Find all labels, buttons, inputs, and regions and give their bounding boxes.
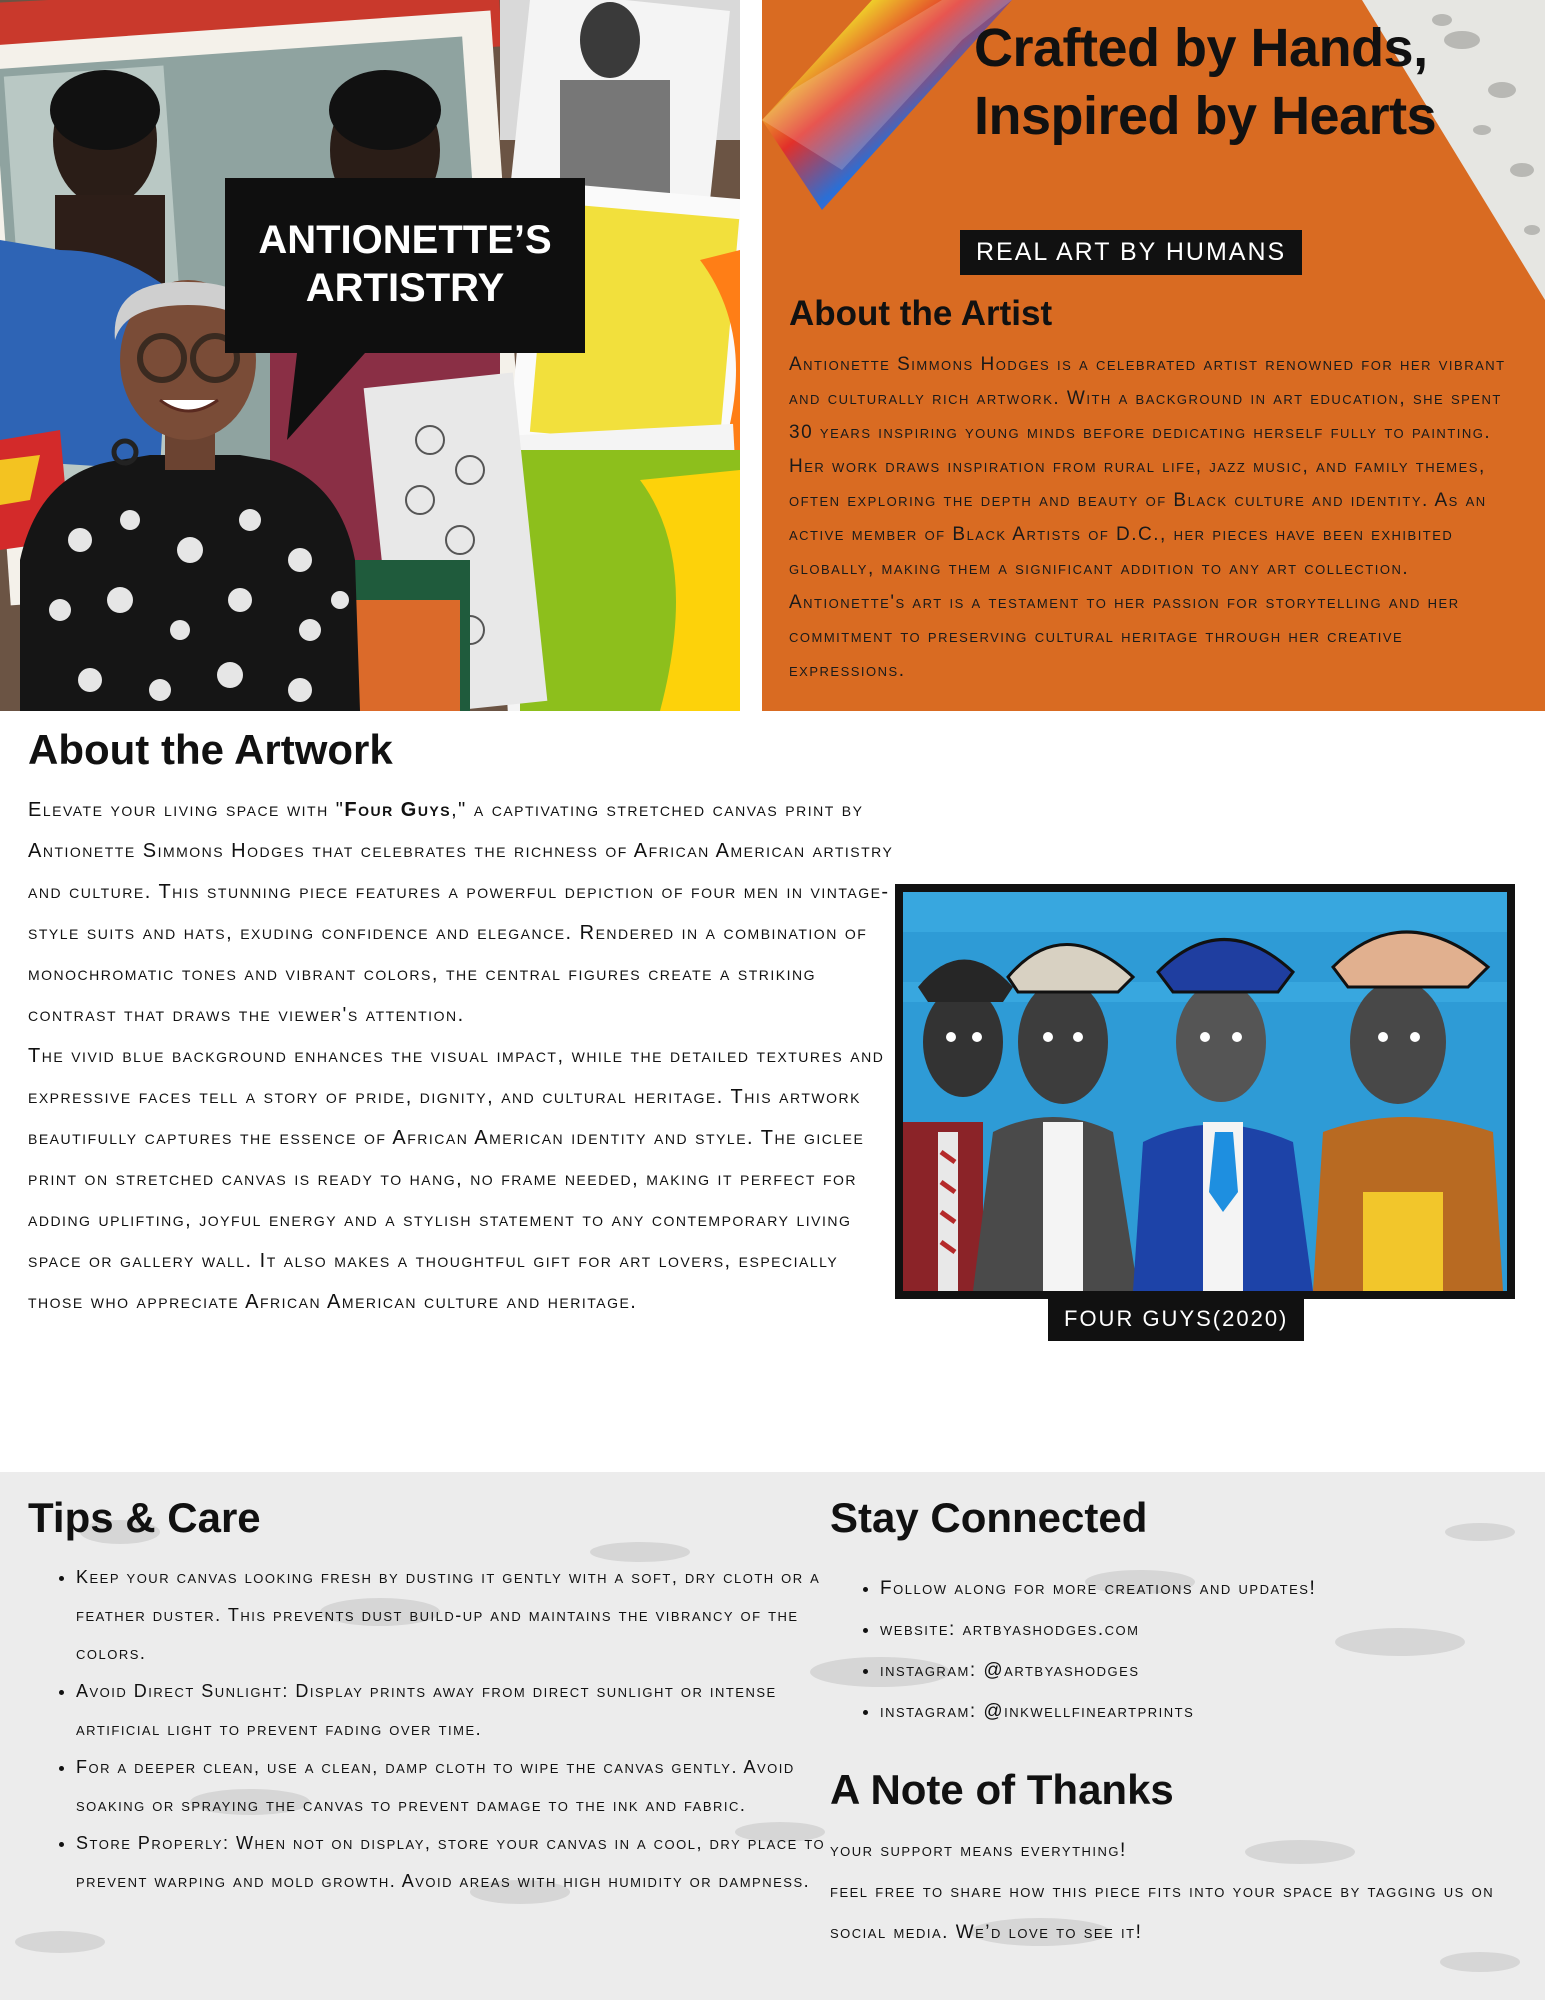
list-item: • Follow along for more creations and updates! (880, 1568, 1440, 1609)
about-artwork-heading: About the Artwork (28, 726, 393, 773)
list-item: • Keep your canvas looking fresh by dusting it gently with a soft, dry cloth or a feather duster. This prevents dust build-up and maintains the vibrancy of the colors. (76, 1558, 866, 1672)
four-guys-painting (895, 884, 1515, 1299)
stay-connected-heading: Stay Connected (830, 1494, 1148, 1541)
list-item: • Avoid Direct Sunlight: Display prints away from direct sunlight or intense artificial light to prevent fading over time. (76, 1672, 866, 1748)
tagline-heading: Crafted by Hands, Inspired by Hearts (974, 18, 1437, 146)
title-speech-bubble (225, 178, 585, 353)
about-artist-text: Antionette Simmons Hodges is a celebrated artist renowned for her vibrant and culturally rich artwork. With a background in art education, she spent 30 years inspiring young minds before dedicating herself fully to painting. Her work draws inspiration from rural life, jazz music, and family themes, often exploring the depth and beauty of Black culture and identity. As an active member of Black Artists of D.C., her pieces have been exhibited globally, making them a significant addition to any art collection. Antionette's art is a testament to her passion for storytelling and her commitment to preserving cultural heritage through her creative expressions. (789, 354, 1506, 681)
hero-collage (0, 0, 740, 711)
artwork-body: ," a captivating stretched canvas print by Antionette Simmons Hodges that celebrates the richness of African American artistry and culture. This stunning piece features a powerful depiction of four men in vintage-style suits and hats, exuding confidence and elegance. Rendered in a combination of monochromatic tones and vibrant colors, the central figures create a striking contrast that draws the viewer's attention. (28, 799, 894, 1026)
thanks-heading: A Note of Thanks (830, 1766, 1174, 1813)
instagram-link[interactable]: • instagram: @inkwellfineartprints (880, 1691, 1440, 1732)
artwork-title: Four Guys (344, 799, 452, 821)
painting-caption: FOUR GUYS(2020) (1048, 1297, 1304, 1341)
thanks-line-1: your support means everything! (830, 1840, 1127, 1861)
about-artist-heading: About the Artist (789, 294, 1053, 333)
list-item: • Store Properly: When not on display, store your canvas in a cool, dry place to prevent warping and mold growth. Avoid areas with high humidity or dampness. (76, 1824, 866, 1900)
tips-list (26, 1558, 866, 1900)
about-artwork-text (28, 790, 898, 1323)
list-item: • For a deeper clean, use a clean, damp cloth to wipe the canvas gently. Avoid soaking or spraying the canvas to prevent damage to the ink and fabric. (76, 1748, 866, 1824)
thanks-text (830, 1830, 1530, 1953)
instagram-link[interactable]: • instagram: @artbyashodges (880, 1650, 1440, 1691)
real-art-badge: REAL ART BY HUMANS (960, 230, 1302, 275)
collage-illustration (0, 0, 740, 711)
bottom-section (0, 1472, 1545, 2000)
thanks-line-2: feel free to share how this piece fits into your space by tagging us on social media. We’d love to see it! (830, 1881, 1495, 1943)
connect-list (830, 1568, 1440, 1732)
artist-panel (762, 0, 1545, 711)
artwork-body-continued: The vivid blue background enhances the visual impact, while the detailed textures and expressive faces tell a story of pride, dignity, and cultural heritage. This artwork beautifully captures the essence of African American identity and style. The giclee print on stretched canvas is ready to hang, no frame needed, making it perfect for adding uplifting, joyful energy and a stylish statement to any contemporary living space or gallery wall. It also makes a thoughtful gift for art lovers, especially those who appreciate African American culture and heritage. (28, 1045, 885, 1313)
brand-title: ANTIONETTE’S ARTISTRY (258, 218, 552, 310)
artwork-intro: Elevate your living space with " (28, 799, 345, 821)
website-link[interactable]: • website: artbyashodges.com (880, 1609, 1440, 1650)
tips-heading: Tips & Care (28, 1494, 261, 1541)
painting-illustration (903, 892, 1507, 1291)
